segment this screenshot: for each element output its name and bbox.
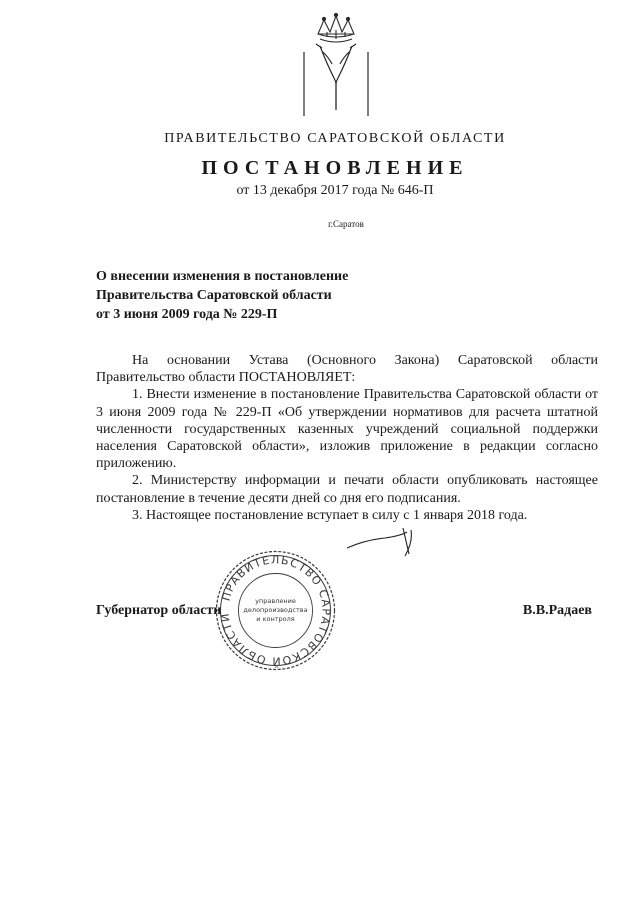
title-line: от 3 июня 2009 года № 229-П [96, 307, 278, 322]
document-body [96, 352, 598, 524]
body-paragraph: На основании Устава (Основного Закона) Саратовской области Правительство области ПОСТАНОВЛЯЕТ: [96, 353, 598, 386]
document-title [96, 267, 416, 324]
title-line: О внесении изменения в постановление [96, 269, 349, 284]
svg-text:управление: управление [255, 597, 296, 605]
handwritten-signature-icon [345, 518, 425, 558]
document-city: г.Саратов [328, 219, 364, 229]
signatory-position: Губернатор области [96, 603, 222, 618]
svg-text:делопроизводства: делопроизводства [243, 606, 308, 614]
svg-text:ПРАВИТЕЛЬСТВО САРАТОВСКОЙ ОБЛА: ПРАВИТЕЛЬСТВО САРАТОВСКОЙ ОБЛАСТИ [218, 553, 333, 668]
government-name: ПРАВИТЕЛЬСТВО САРАТОВСКОЙ ОБЛАСТИ [164, 131, 506, 146]
emblem-icon [296, 12, 376, 122]
svg-text:и контроля: и контроля [256, 615, 295, 623]
signature-block [96, 603, 598, 625]
document-type: ПОСТАНОВЛЕНИЕ [201, 157, 469, 179]
document-date-number: от 13 декабря 2017 года № 646-П [236, 183, 434, 198]
signatory-name: В.В.Радаев [522, 603, 592, 618]
title-line: Правительства Саратовской области [96, 288, 332, 303]
body-paragraph: 2. Министерству информации и печати области опубликовать настоящее постановление в течение десяти дней со дня его подписания. [96, 473, 598, 506]
body-paragraph: 1. Внести изменение в постановление Правительства Саратовской области от 3 июня 2009 года № 229-П «Об утверждении нормативов для расчета штатной численности государственных казенных учреждений социальной поддержки населения Саратовской области», изложив приложение в редакции согласно приложению. [96, 387, 598, 472]
body-paragraph: 3. Настоящее постановление вступает в силу с 1 января 2018 года. [132, 507, 528, 523]
